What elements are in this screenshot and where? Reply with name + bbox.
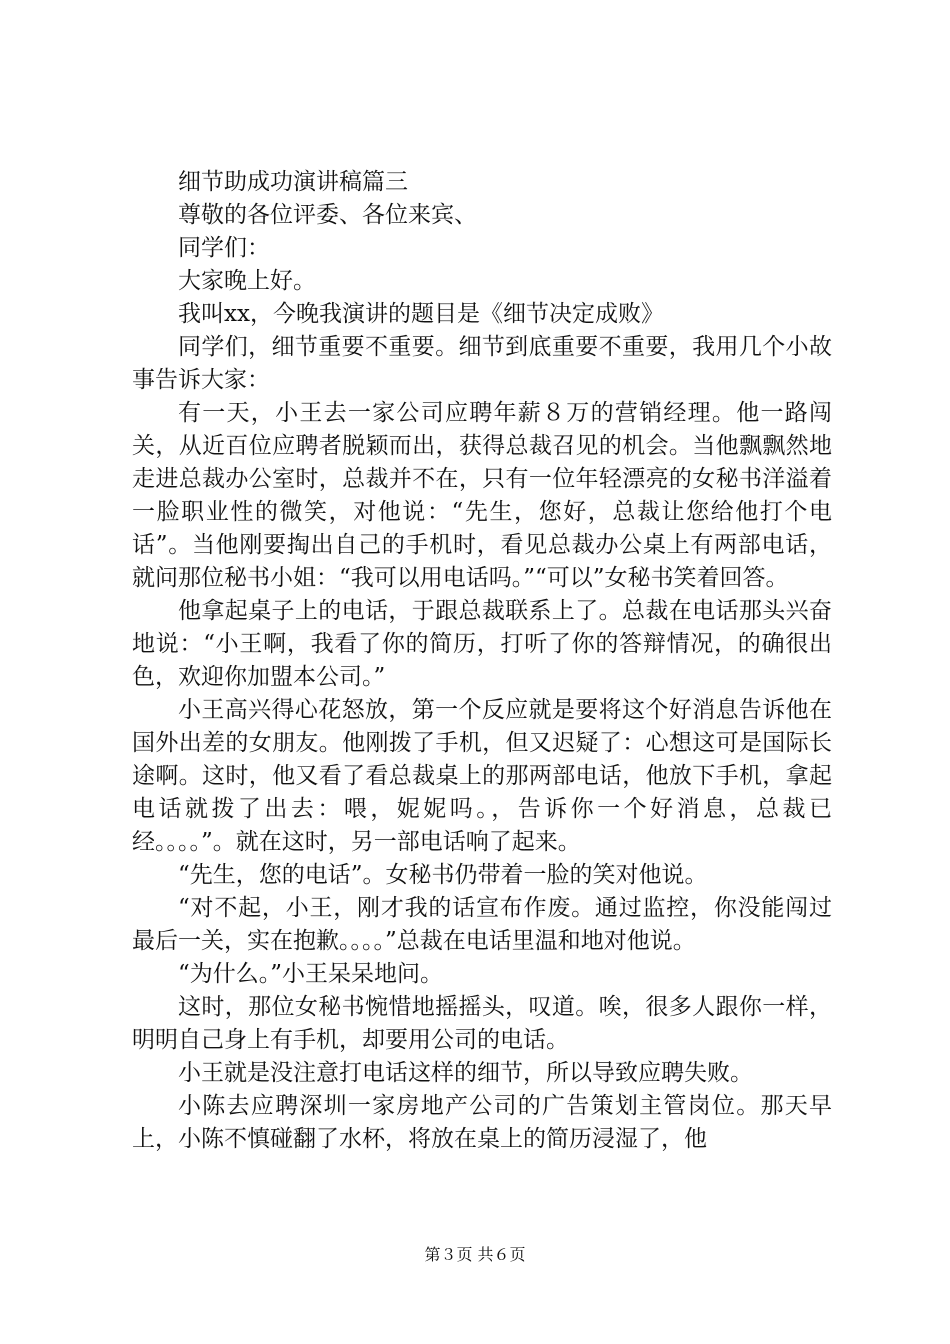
- page-number-footer: 第３页 共６页: [424, 1245, 526, 1264]
- paragraph: 小王就是没注意打电话这样的细节，所以导致应聘失败。: [178, 1060, 753, 1086]
- paragraph: 他拿起桌子上的电话，于跟总裁联系上了。总裁在电话那头兴奋地说：“小王啊，我看了你的简历，打听了你的答辩情况，的确很出色，欢迎你加盟本公司。”: [132, 598, 832, 690]
- paragraph: 小陈去应聘深圳一家房地产公司的广告策划主管岗位。那天早上，小陈不慎碰翻了水杯，将放在桌上的简历浸湿了，他: [132, 1093, 832, 1152]
- paragraph: 小王高兴得心花怒放，第一个反应就是要将这个好消息告诉他在国外出差的女朋友。他刚拨了手机，但又迟疑了：心想这可是国际长途啊。这时，他又看了看总裁桌上的那两部电话，他放下手机，拿起电话就拨了出去：喂，妮妮吗。，告诉你一个好消息，总裁已经。。。。”。就在这时，另一部电话响了起来。: [132, 697, 832, 855]
- greeting-line: 大家晚上好。: [178, 268, 316, 294]
- paragraph: “先生，您的电话”。女秘书仍带着一脸的笑对他说。: [178, 862, 708, 888]
- document-body: [132, 166, 832, 1156]
- paragraph: 有一天，小王去一家公司应聘年薪８万的营销经理。他一路闯关，从近百位应聘者脱颖而出，获得总裁召见的机会。当他飘飘然地走进总裁办公室时，总裁并不在，只有一位年轻漂亮的女秘书洋溢着一脸职业性的微笑，对他说：“先生，您好，总裁让您给他打个电话”。当他刚要掏出自己的手机时，看见总裁办公桌上有两部电话，就问那位秘书小姐：“我可以用电话吗。”“可以”女秘书笑着回答。: [132, 400, 832, 591]
- paragraph: 这时，那位女秘书惋惜地摇摇头，叹道。唉，很多人跟你一样，明明自己身上有手机，却要用公司的电话。: [132, 994, 832, 1053]
- salutation-line: 尊敬的各位评委、各位来宾、: [178, 202, 477, 228]
- salutation-line: 同学们：: [178, 235, 270, 261]
- paragraph: “为什么。”小王呆呆地问。: [178, 961, 444, 987]
- intro-line: 我叫xx，今晚我演讲的题目是《细节决定成败》: [178, 301, 664, 327]
- document-title: 细节助成功演讲稿篇三: [178, 169, 408, 195]
- paragraph: 同学们，细节重要不重要。细节到底重要不重要，我用几个小故事告诉大家：: [132, 334, 832, 393]
- paragraph: “对不起，小王，刚才我的话宣布作废。通过监控，你没能闯过最后一关，实在抱歉。。。。”总裁在电话里温和地对他说。: [132, 895, 832, 954]
